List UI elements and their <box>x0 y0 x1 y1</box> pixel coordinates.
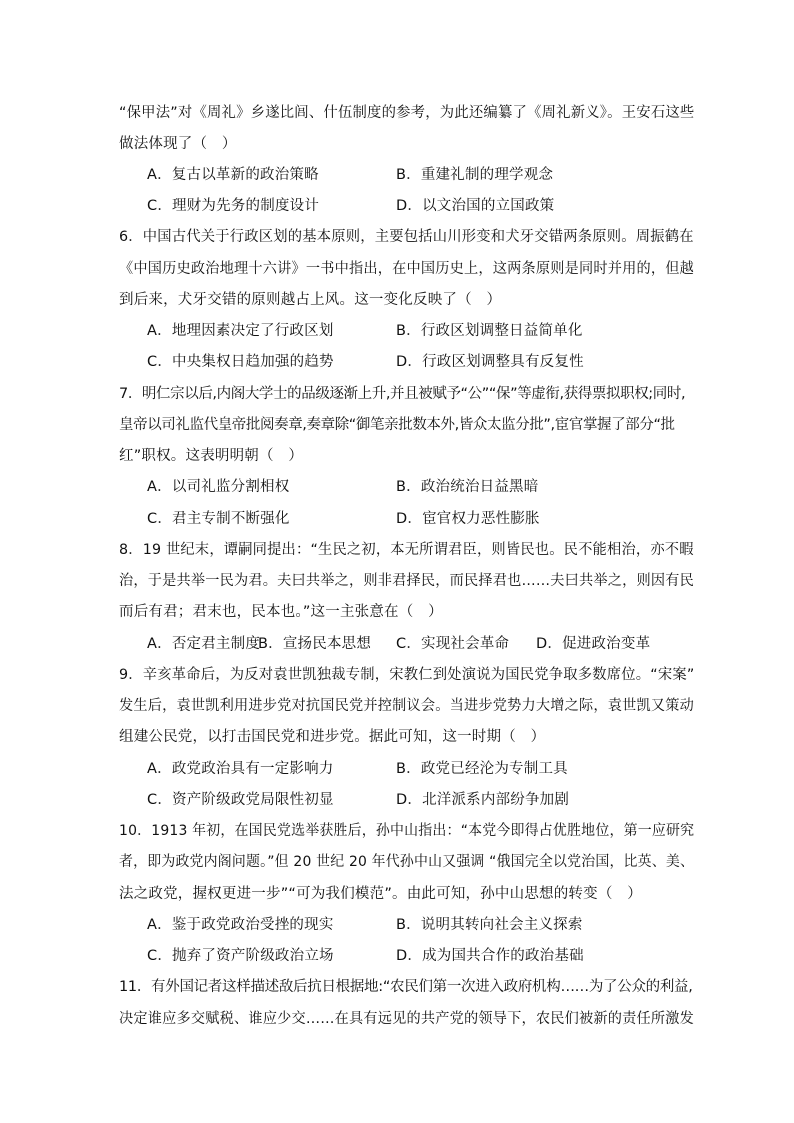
q11-stem-line-1: 11．有外国记者这样描述敌后抗日根据地:“农民们第一次进入政府机构……为了公众的利益, <box>119 979 693 995</box>
q11-stem-line-2: 决定谁应多交赋税、谁应少交……在具有远见的共产党的领导下，农民们被新的责任所激发 <box>119 1011 694 1027</box>
q8-option-a[interactable]: A．否定君主制度 <box>147 636 261 652</box>
q8-option-c[interactable]: C．实现社会革命 <box>396 636 510 652</box>
q6-stem-line-3: 到后来，犬牙交错的原则越占上风。这一变化反映了（ ） <box>119 292 502 308</box>
q7-stem-line-1: 7．明仁宗以后,内阁大学士的品级逐渐上升,并且被赋予“公”“保”等虚衔,获得票拟职权;同时, <box>119 386 686 402</box>
q6-option-d[interactable]: D．行政区划调整具有反复性 <box>396 354 584 370</box>
q6-option-a[interactable]: A．地理因素决定了行政区划 <box>147 323 334 339</box>
q5-stem-line-1: “保甲法”对《周礼》乡遂比闾、什伍制度的参考，为此还编纂了《周礼新义》。王安石这些 <box>119 105 695 121</box>
q8-stem-line-2: 治，于是共举一民为君。夫曰共举之，则非君择民，而民择君也……夫曰共举之，则因有民 <box>119 573 694 589</box>
q9-option-c[interactable]: C．资产阶级政党局限性初显 <box>147 792 334 808</box>
q10-stem-line-2: 者，即为政党内阁问题。”但 20 世纪 20 年代孙中山又强调 “俄国完全以党治国，比英、美、 <box>119 854 695 870</box>
q10-stem-line-1: 10．1913 年初，在国民党选举获胜后，孙中山指出：“本党今即得占优胜地位，第一应研究 <box>119 823 695 839</box>
q5-option-a[interactable]: A．复古以革新的政治策略 <box>147 167 319 183</box>
q9-option-b[interactable]: B．政党已经沦为专制工具 <box>396 761 568 777</box>
q10-option-a[interactable]: A．鉴于政党政治受挫的现实 <box>147 917 334 933</box>
q9-option-d[interactable]: D．北洋派系内部纷争加剧 <box>396 792 570 808</box>
q9-stem-line-3: 组建公民党，以打击国民党和进步党。据此可知，这一时期（ ） <box>119 729 546 745</box>
q5-option-d[interactable]: D．以文治国的立国政策 <box>396 198 555 214</box>
q7-stem-line-2: 皇帝以司礼监代皇帝批阅奏章,奏章除“御笔亲批数本外,皆众太监分批”,宦官掌握了部分“批 <box>119 417 675 433</box>
q6-option-c[interactable]: C．中央集权日趋加强的趋势 <box>147 354 334 370</box>
q7-option-b[interactable]: B．政治统治日益黑暗 <box>396 479 539 495</box>
q8-stem-line-1: 8．19 世纪末，谭嗣同提出：“生民之初，本无所谓君臣，则皆民也。民不能相治，亦不暇 <box>119 542 694 558</box>
q5-option-b[interactable]: B．重建礼制的理学观念 <box>396 167 554 183</box>
q8-option-d[interactable]: D．促进政治变革 <box>536 636 651 652</box>
q8-option-b[interactable]: B．宣扬民本思想 <box>258 636 372 652</box>
q10-stem-line-3: 法之政党，握权更进一步”“可为我们模范”。由此可知，孙中山思想的转变（ ） <box>119 886 642 902</box>
q7-option-c[interactable]: C．君主专制不断强化 <box>147 511 290 527</box>
q9-stem-line-2: 发生后，袁世凯利用进步党对抗国民党并控制议会。当进步党势力大增之际，袁世凯又策动 <box>119 698 694 714</box>
q9-stem-line-1: 9．辛亥革命后，为反对袁世凯独裁专制，宋教仁到处演说为国民党争取多数席位。“宋案” <box>119 667 695 683</box>
q6-stem-line-1: 6．中国古代关于行政区划的基本原则，主要包括山川形变和犬牙交错两条原则。周振鹤在 <box>119 229 694 245</box>
q10-option-c[interactable]: C．抛弃了资产阶级政治立场 <box>147 948 334 964</box>
q5-option-c[interactable]: C．理财为先务的制度设计 <box>147 198 320 214</box>
q9-option-a[interactable]: A．政党政治具有一定影响力 <box>147 761 334 777</box>
q7-option-d[interactable]: D．宦官权力恶性膨胀 <box>396 511 540 527</box>
q5-stem-line-2: 做法体现了（ ） <box>119 136 237 152</box>
q8-stem-line-3: 而后有君；君末也，民本也。”这一主张意在（ ） <box>119 604 443 620</box>
q6-option-b[interactable]: B．行政区划调整日益简单化 <box>396 323 583 339</box>
q10-option-d[interactable]: D．成为国共合作的政治基础 <box>396 948 584 964</box>
q7-option-a[interactable]: A．以司礼监分割相权 <box>147 479 290 495</box>
q7-stem-line-3: 红”职权。这表明明朝（ ） <box>119 448 304 464</box>
q6-stem-line-2: 《中国历史政治地理十六讲》一书中指出，在中国历史上，这两条原则是同时并用的，但越 <box>119 261 694 277</box>
q10-option-b[interactable]: B．说明其转向社会主义探索 <box>396 917 583 933</box>
